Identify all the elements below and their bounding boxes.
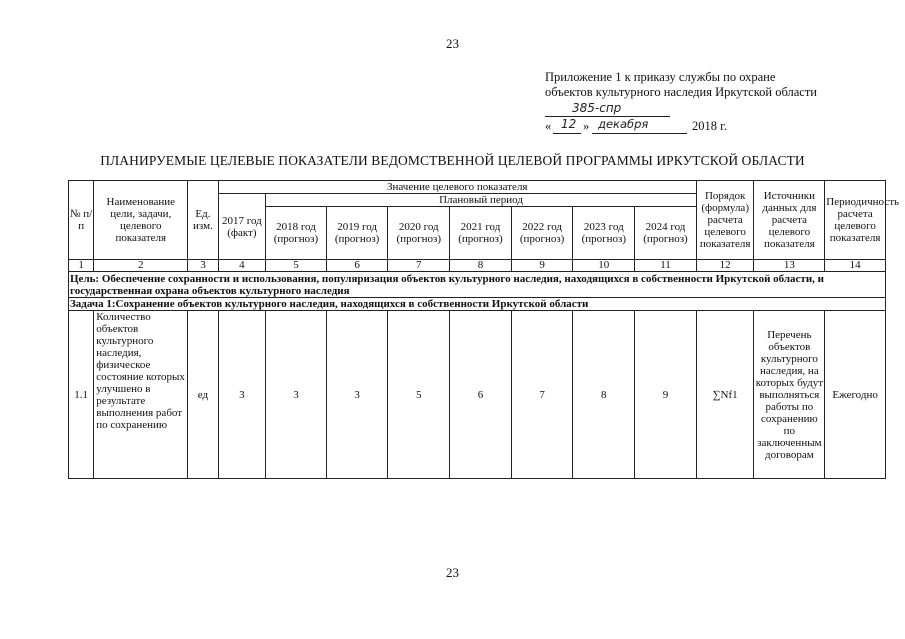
- goal-row: Цель: Обеспечение сохранности и использования, популяризация объектов культурного наследия, находящихся в собственности Иркутской области, и государственная охрана объектов культурного наследия: [69, 272, 886, 298]
- value-2022: 7: [511, 311, 573, 479]
- header-2018: 2018 год (прогноз): [266, 207, 327, 260]
- page-number-bottom: 23: [446, 565, 459, 580]
- header-formula: Порядок (формула) расчета целевого показателя: [696, 181, 754, 260]
- header-planned-period: Плановый период: [266, 194, 697, 207]
- header-2019: 2019 год (прогноз): [326, 207, 388, 260]
- header-unit: Ед. изм.: [188, 181, 218, 260]
- month-handwritten: декабря: [598, 117, 649, 131]
- year-text: 2018 г.: [692, 119, 727, 133]
- order-number-handwritten: 385-спр: [572, 101, 622, 115]
- value-2020: 5: [388, 311, 450, 479]
- value-2018: 3: [266, 311, 327, 479]
- column-number: 13: [754, 260, 825, 272]
- day-underline: [553, 133, 581, 134]
- column-number: 3: [188, 260, 218, 272]
- row-sources: Перечень объектов культурного наследия, на которых будут выполняться работы по сохранению по заключенным договорам: [754, 311, 825, 479]
- column-number-row: [69, 260, 886, 272]
- column-number: 5: [266, 260, 327, 272]
- header-2020: 2020 год (прогноз): [388, 207, 450, 260]
- page-number-top: 23: [446, 36, 459, 51]
- row-formula: ∑Nf1: [696, 311, 754, 479]
- row-unit: ед: [188, 311, 218, 479]
- header-2021: 2021 год (прогноз): [450, 207, 512, 260]
- column-number: 14: [825, 260, 886, 272]
- header-value-group: Значение целевого показателя: [218, 181, 696, 194]
- header-name: Наименование цели, задачи, целевого показателя: [94, 181, 188, 260]
- page-title: ПЛАНИРУЕМЫЕ ЦЕЛЕВЫЕ ПОКАЗАТЕЛИ ВЕДОМСТВЕННОЙ ЦЕЛЕВОЙ ПРОГРАММЫ ИРКУТСКОЙ ОБЛАСТИ: [100, 153, 805, 168]
- column-number: 1: [69, 260, 94, 272]
- column-number: 6: [326, 260, 388, 272]
- value-2023: 8: [573, 311, 635, 479]
- column-number: 8: [450, 260, 512, 272]
- appendix-line-2: объектов культурного наследия Иркутской области: [545, 85, 817, 99]
- day-handwritten: 12: [561, 117, 577, 131]
- header-2022: 2022 год (прогноз): [511, 207, 573, 260]
- column-number: 10: [573, 260, 635, 272]
- header-2024: 2024 год (прогноз): [635, 207, 697, 260]
- appendix-block: [545, 70, 885, 100]
- header-num: № п/п: [69, 181, 94, 260]
- column-number: 11: [635, 260, 697, 272]
- indicators-table: [68, 180, 900, 479]
- value-2024: 9: [635, 311, 697, 479]
- column-number: 9: [511, 260, 573, 272]
- date-close-quote: »: [583, 119, 590, 133]
- date-open-quote: «: [545, 119, 552, 133]
- header-2023: 2023 год (прогноз): [573, 207, 635, 260]
- value-2021: 6: [450, 311, 512, 479]
- column-number: 12: [696, 260, 754, 272]
- header-periodicity: Периодичность расчета целевого показателя: [825, 181, 886, 260]
- value-2019: 3: [326, 311, 388, 479]
- row-periodicity: Ежегодно: [825, 311, 886, 479]
- column-number: 4: [218, 260, 266, 272]
- month-underline: [592, 133, 687, 134]
- table-row: [69, 311, 886, 479]
- appendix-line-1: Приложение 1 к приказу службы по охране: [545, 70, 776, 84]
- row-name: Количество объектов культурного наследия, физическое состояние которых улучшено в результате выполнения работ по сохранению: [94, 311, 188, 479]
- header-sources: Источники данных для расчета целевого показателя: [754, 181, 825, 260]
- task-row: Задача 1:Сохранение объектов культурного наследия, находящихся в собственности Иркутской области: [69, 298, 886, 311]
- column-number: 2: [94, 260, 188, 272]
- value-2017: 3: [218, 311, 266, 479]
- column-number: 7: [388, 260, 450, 272]
- header-2017: 2017 год (факт): [218, 194, 266, 260]
- row-num: 1.1: [69, 311, 94, 479]
